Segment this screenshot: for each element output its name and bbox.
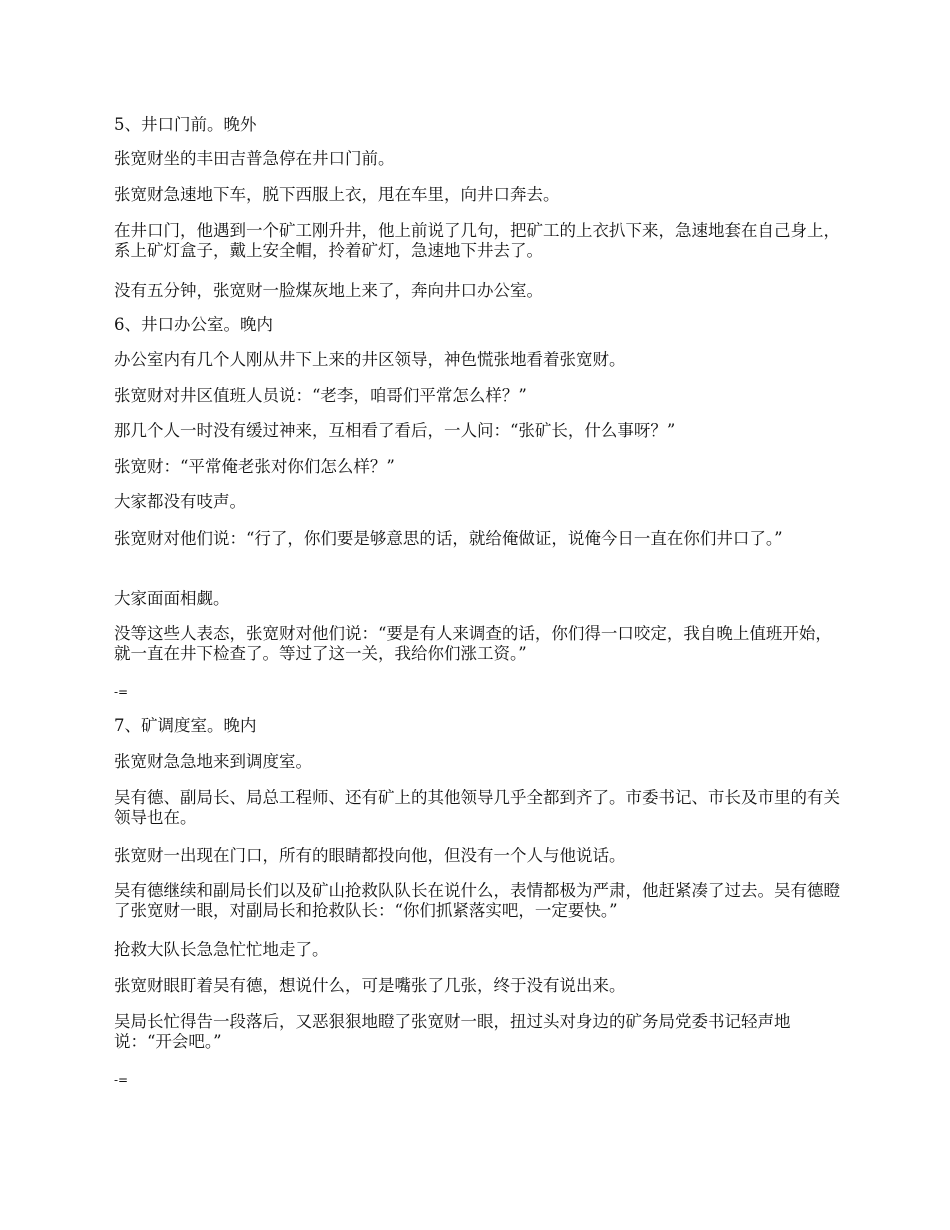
paragraph: 张宽财坐的丰田吉普急停在井口门前。	[114, 149, 395, 168]
paragraph: 张宽财眼盯着吴有德，想说什么，可是嘴张了几张，终于没有说出来。	[114, 976, 626, 995]
paragraph: 张宽财对井区值班人员说：“老李，咱哥们平常怎么样？”	[114, 386, 527, 405]
paragraph: 张宽财急速地下车，脱下西服上衣，甩在车里，向井口奔去。	[114, 185, 560, 204]
paragraph: 在井口门，他遇到一个矿工刚升井，他上前说了几句，把矿工的上衣扒下来，急速地套在自己身上，系上矿灯盒子，戴上安全帽，拎着矿灯，急速地下井去了。	[114, 221, 840, 260]
paragraph: 大家面面相觑。	[114, 589, 230, 608]
paragraph: 那几个人一时没有缓过神来，互相看了看后，一人问：“张矿长，什么事呀？”	[114, 421, 676, 440]
paragraph: 吴有德、副局长、局总工程师、还有矿上的其他领导几乎全都到齐了。市委书记、市长及市里的有关领导也在。	[114, 788, 840, 827]
paragraph: 吴有德继续和副局长们以及矿山抢救队队长在说什么，表情都极为严肃，他赶紧凑了过去。吴有德瞪了张宽财一眼，对副局长和抢救队长：“你们抓紧落实吧，一定要快。”	[114, 881, 840, 920]
scene-heading-7: 7、矿调度室。晚内	[114, 716, 257, 735]
separator-mark: -=	[114, 685, 129, 699]
paragraph: 抢救大队长急急忙忙地走了。	[114, 940, 329, 959]
paragraph: 没等这些人表态，张宽财对他们说：“要是有人来调查的话，你们得一口咬定，我自晚上值班开始，就一直在井下检查了。等过了这一关，我给你们涨工资。”	[114, 624, 832, 663]
paragraph: 大家都没有吱声。	[114, 492, 246, 511]
paragraph: 没有五分钟，张宽财一脸煤灰地上来了，奔向井口办公室。	[114, 281, 543, 300]
paragraph: 吴局长忙得告一段落后，又恶狠狠地瞪了张宽财一眼，扭过头对身边的矿务局党委书记轻声地说：“开会吧。”	[114, 1012, 791, 1051]
scene-heading-5: 5、井口门前。晚外	[114, 115, 257, 134]
paragraph: 办公室内有几个人刚从井下上来的井区领导，神色慌张地看着张宽财。	[114, 350, 626, 369]
paragraph: 张宽财对他们说：“行了，你们要是够意思的话，就给俺做证，说俺今日一直在你们井口了。”	[114, 529, 783, 548]
separator-mark: -=	[114, 1073, 129, 1087]
paragraph: 张宽财：“平常俺老张对你们怎么样？”	[114, 457, 395, 476]
paragraph: 张宽财一出现在门口，所有的眼睛都投向他，但没有一个人与他说话。	[114, 846, 626, 865]
paragraph: 张宽财急急地来到调度室。	[114, 752, 312, 771]
scene-heading-6: 6、井口办公室。晚内	[114, 315, 273, 334]
